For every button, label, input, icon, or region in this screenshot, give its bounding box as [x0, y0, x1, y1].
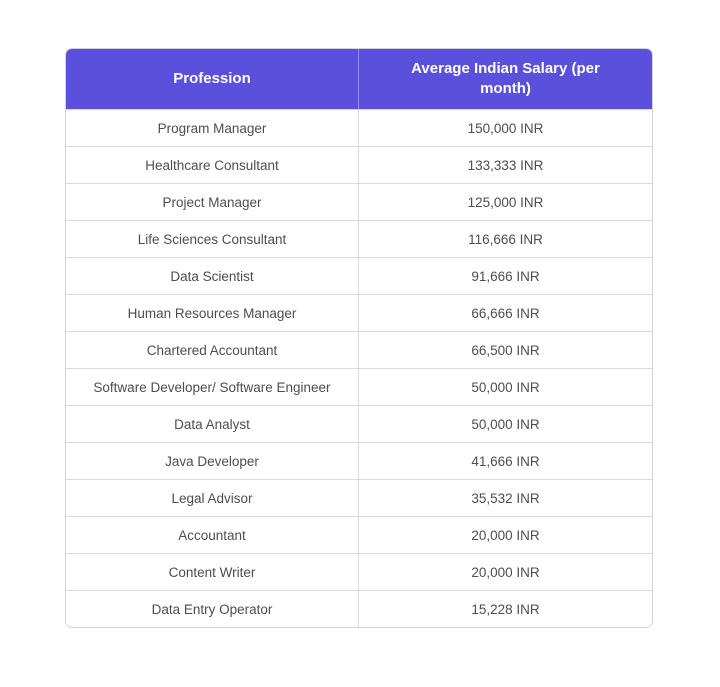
profession-cell: Software Developer/ Software Engineer [66, 368, 359, 405]
profession-cell: Accountant [66, 516, 359, 553]
salary-cell: 125,000 INR [359, 183, 652, 220]
table-row [66, 368, 652, 405]
table-row [66, 146, 652, 183]
profession-cell: Human Resources Manager [66, 294, 359, 331]
header-label-profession: Profession [173, 69, 251, 87]
profession-cell: Chartered Accountant [66, 331, 359, 368]
salary-cell: 66,666 INR [359, 294, 652, 331]
salary-cell: 15,228 INR [359, 590, 652, 627]
profession-cell: Data Entry Operator [66, 590, 359, 627]
table-row [66, 516, 652, 553]
table-row [66, 183, 652, 220]
table-row [66, 331, 652, 368]
header-label-salary: Average Indian Salary (per month) [411, 59, 600, 97]
salary-cell: 20,000 INR [359, 516, 652, 553]
table-row [66, 294, 652, 331]
salary-cell: 20,000 INR [359, 553, 652, 590]
table-row [66, 442, 652, 479]
header-cell-salary [359, 49, 652, 109]
salary-cell: 41,666 INR [359, 442, 652, 479]
table-row [66, 479, 652, 516]
table-row [66, 257, 652, 294]
salary-cell: 35,532 INR [359, 479, 652, 516]
salary-cell: 66,500 INR [359, 331, 652, 368]
table-row [66, 220, 652, 257]
profession-cell: Content Writer [66, 553, 359, 590]
profession-cell: Project Manager [66, 183, 359, 220]
profession-cell: Legal Advisor [66, 479, 359, 516]
header-row [66, 49, 652, 109]
salary-cell: 91,666 INR [359, 257, 652, 294]
header-cell-profession [66, 49, 359, 109]
salary-table [66, 49, 652, 627]
profession-cell: Healthcare Consultant [66, 146, 359, 183]
profession-cell: Program Manager [66, 109, 359, 146]
salary-cell: 133,333 INR [359, 146, 652, 183]
profession-cell: Java Developer [66, 442, 359, 479]
table-header [66, 49, 652, 109]
salary-cell: 50,000 INR [359, 368, 652, 405]
profession-cell: Data Scientist [66, 257, 359, 294]
salary-cell: 150,000 INR [359, 109, 652, 146]
profession-cell: Life Sciences Consultant [66, 220, 359, 257]
salary-cell: 116,666 INR [359, 220, 652, 257]
table-row [66, 405, 652, 442]
table-row [66, 590, 652, 627]
table-body [66, 109, 652, 627]
salary-table-container [65, 48, 653, 628]
table-row [66, 553, 652, 590]
salary-cell: 50,000 INR [359, 405, 652, 442]
table-row [66, 109, 652, 146]
profession-cell: Data Analyst [66, 405, 359, 442]
